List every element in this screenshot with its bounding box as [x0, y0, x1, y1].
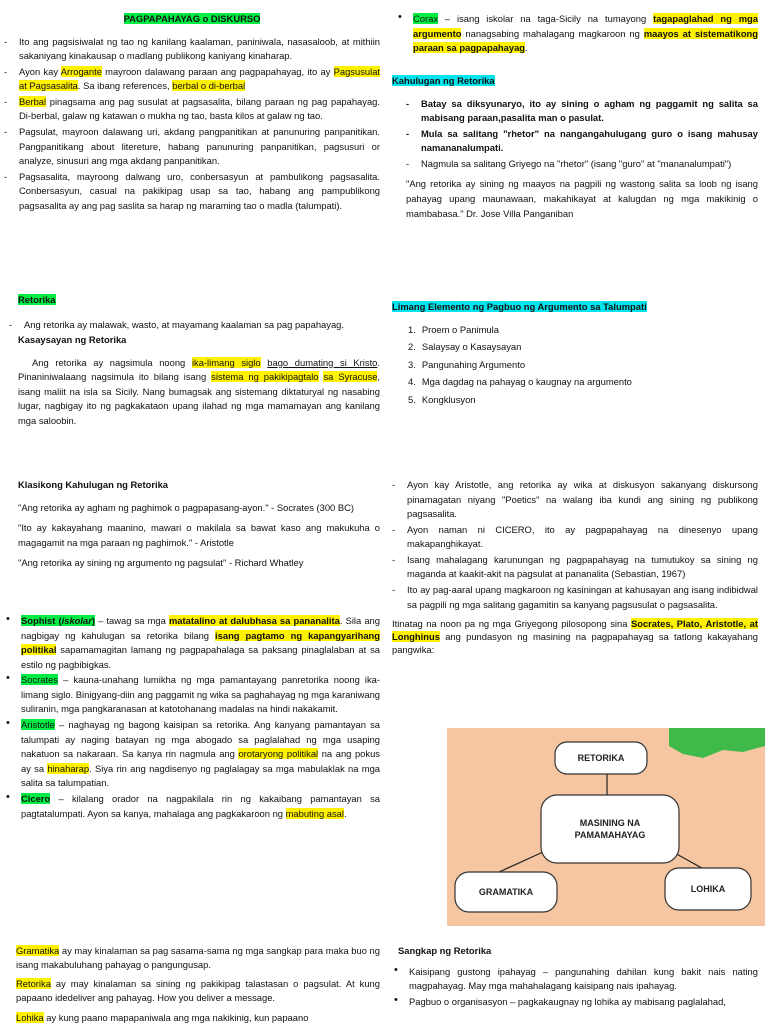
highlight: isang pagtamo ng kapangyarihang politikal — [21, 629, 381, 656]
list-item: • Corax – isang iskolar na taga-Sicily na tumayong tagapaglahad ng mga argumento nanagsabing mahalagang magkaroon ng maayos at sistematikong paraan sa pagpapahayag. — [398, 11, 759, 54]
retorika-heading: Retorika — [18, 294, 56, 305]
list-item: • Socrates – kauna-unahang lumikha ng mga pamantayang panretorika noong ika-limang siglo. Binigyang-diin ang paggamit ng wika sa paghahayag ng mga karaniwang suliranin, mga pangkaranasan at katotohanang madalas na hindi nakakamit. — [6, 672, 380, 715]
definitions-section — [392, 478, 758, 656]
highlight: Aristotle — [21, 719, 55, 731]
highlight: ika-limang siglo — [191, 356, 261, 368]
lohika-label: LOHIKA — [690, 884, 726, 894]
page-title: PAGPAPAHAYAG o DISKURSO — [123, 13, 261, 24]
list-item: - Ayon kay Aristotle, ang retorika ay wika at diskusyon sakanyang diskursong pinamagatan niyang "Poetics" na walang iba kundi ang sining ng publikong pagsasalita. — [392, 479, 758, 520]
quote: "Ang retorika ay agham ng paghimok o pagpapasang-ayon." - Socrates (300 BC) — [18, 501, 355, 513]
highlight: Socrates, Plato, Aristotle, at Longhinus — [392, 618, 758, 642]
intro-list — [4, 35, 380, 214]
list-item: 3. Pangunahing Argumento — [408, 358, 526, 370]
highlight: Sophist (iskolar) — [21, 615, 95, 626]
highlight: berbal o di-berbal — [172, 80, 246, 92]
list-item: - Nagmula sa salitang Griyego na "rhetor" (isang "guro" at "mananalumpati") — [406, 157, 732, 169]
persons-list — [4, 614, 380, 822]
kahulugan-heading: Kahulugan ng Retorika — [392, 75, 495, 86]
highlight: Lohika — [16, 1011, 44, 1023]
klasikong-section — [4, 478, 380, 571]
highlight: matatalino at dalubhasa sa pananalita — [168, 615, 340, 626]
highlight: Pagsusulat at Pagsasalita — [19, 65, 381, 92]
list-item: 2. Salaysay o Kasaysayan — [408, 341, 522, 353]
retorika-label: RETORIKA — [577, 753, 625, 763]
list-item: - Ayon kay Arrogante mayroon dalawang paraan ang pagpapahayag, ito ay Pagsusulat at Pagsasalita. Sa ibang references, berbal o di-berbal — [4, 65, 381, 92]
list-item: • Sophist (iskolar) – tawag sa mga matatalino at dalubhasa sa pananalita. Sila ang nagbigay ng kahulugan sa retorika bilang isang pagtamo ng kapangyarihang politikal sapamamagitan lamang ng pagpapahalaga sa paksang pinaglalaban at sa estilo ng pagbibigkas. — [6, 613, 381, 670]
highlight: Gramatika — [16, 945, 60, 956]
list-item: • Pagbuo o organisasyon – pagkakaugnay ng lohika ay mabisang paglalahad, — [394, 993, 726, 1007]
panganiban-quote: "Ang retorika ay sining ng maayos na pagpili ng wastong salita sa loob ng isang pahayag upang maunawaan, makahikayat at kalugdan ng mga makikinig o mambabasa." Dr. Jose Villa Panganiban — [406, 178, 758, 219]
elements-list — [392, 323, 758, 408]
highlight: mabuting asal — [285, 807, 344, 819]
list-item: 5. Kongklusyon — [408, 393, 476, 405]
limang-heading: Limang Elemento ng Pagbuo ng Argumento sa Talumpati — [392, 301, 647, 312]
list-item: • Aristotle – naghayag ng bagong kaisipan sa retorika. Ang kanyang pamantayan sa talumpati ay naging batayan ng mga abogado sa paglalahad ng mga usaping nakatuon sa nakaraan. Sa kanya rin nagmula ang orotaryong politikal na ang pokus ay sa hinaharap. Siya rin ang nagdisenyo ng paglalagay sa mga mabulaklak na mga salita sa talumpatian. — [6, 717, 381, 789]
quote: "Ito ay kakayahang maanino, mawari o makilala sa bawat kaso ang makukuha o magagamit na mga paraan ng paghimok." - Aristotle — [18, 522, 380, 548]
list-item: - Ayon naman ni CICERO, ito ay pagpapahayag na dinesenyo upang makapanghikayat. — [392, 523, 758, 550]
list-item: - Ang retorika ay malawak, wasto, at mayamang kaalaman sa pag papahayag. — [9, 318, 344, 330]
list-item: - Isang mahalagang karunungan ng pagpapahayag na tumutukoy sa sining ng maganda at kaakit-akit na pagsulat at pananalita (Sebastian, 1967) — [392, 553, 758, 580]
diagram-svg — [447, 728, 765, 926]
list-item: - Mula sa salitang "rhetor" na nangangahulugang guro o isang mahusay namananalumpati. — [406, 127, 758, 154]
list-item: • Kaisipang gustong ipahayag – pangunahing dahilan kung bakit nais nating magpahayag. May mga mahahalagang kaisipang nais ipahayag. — [394, 963, 758, 992]
list-item: - Ito ay pag-aaral upang magkaroon ng kasiningan at kahusayan ang isang indibidwal sa pagpili ng mga salitang gagamitin sa kanyang pagsusulat o pagsasalita. — [392, 584, 758, 610]
highlight: hinaharap — [47, 762, 90, 774]
highlight: orotaryong politikal — [238, 748, 319, 760]
highlight: sistema ng pakikipagtalo — [211, 371, 319, 383]
sangkap-heading: Sangkap ng Retorika — [398, 945, 492, 956]
bottom-left-section — [4, 944, 380, 1024]
klasikong-heading: Klasikong Kahulugan ng Retorika — [18, 479, 169, 490]
itinatag-paragraph: Itinatag na noon pa ng mga Griyegong pilosopong sina Socrates, Plato, Aristotle, at Longhinus ang pundasyon ng masining na pagpapahayag sa tatlong kakayahang pangwika: — [392, 618, 758, 655]
center-label-1: MASINING NA — [579, 818, 641, 828]
gramatika-paragraph: Gramatika ay may kinalaman sa pag sasama-sama ng mga sangkap para maka buo ng isang makabuluhang pahayag o pangungusap. — [16, 945, 380, 970]
list-item: - Batay sa diksyunaryo, ito ay sining o agham ng paggamit ng salita sa mabisang paraan,pasalita man o pasulat. — [406, 97, 758, 124]
highlight: Socrates — [21, 674, 58, 686]
highlight: maayos at sistematikong paraan sa pagpapahayag — [413, 27, 758, 54]
kasaysayan-heading: Kasaysayan ng Retorika — [18, 334, 127, 346]
highlight: Berbal — [19, 95, 47, 107]
list-item: - Pagsulat, mayroon dalawang uri, akdang pangpanitikan at panunuring panpanitikan. Pangpanitikang about litereture, habang panunuring panpanitikan, pagsusuri or analyze, sinusuri ang mga akdang panpanitikan. — [4, 126, 380, 167]
list-item: - Ito ang pagsisiwalat ng tao ng kanilang kaalaman, paniniwala, nasasaloob, at mithiin sakaniyang kinakausap o madlang publikong kaniyang kinaharap. — [4, 35, 380, 62]
highlight: Arrogante — [60, 65, 102, 77]
highlight: Cicero — [21, 792, 51, 804]
corax-section — [392, 12, 758, 57]
list-item: - Berbal pinagsama ang pag susulat at pagsasalita, bilang paraan ng pag papahayag. Di-berbal, galaw ng katawan o mukha ng tao, basta kilos at galaw ng tao. — [4, 95, 380, 122]
left-top-section — [4, 12, 380, 215]
retorika-section — [4, 293, 380, 429]
retorika-paragraph: Retorika ay may kinalaman sa sining ng pakikipag talastasan o pagsulat. At kung papaano idedeliver ang pahayag. How you deliver a message. — [16, 978, 380, 1003]
highlight: Corax — [413, 13, 439, 24]
highlight: tagapaglahad ng mga argumento — [413, 13, 759, 39]
sangkap-section — [392, 944, 758, 1010]
list-item: 1. Proem o Panimula — [408, 323, 499, 335]
kasaysayan-paragraph: Ang retorika ay nagsimula noong ika-limang siglo bago dumating si Kristo. Pinaniniwalaang nagsimula ito bilang isang sistema ng pakikipagtalo sa Syracuse, isang maliit na isla sa Sicily. Nang bumagsak ang sistemang diktaturyal ng nasabing lugar, nagbigay ito ng pagkakataon upang ilahad ng mga mamamayan ang kanilang mga saloobin. — [18, 356, 381, 427]
center-box — [541, 795, 679, 863]
quote: "Ang retorika ay sining ng argumento ng pagsulat" - Richard Whatley — [18, 557, 304, 569]
list-item: - Pagsasalita, mayroong dalwang uro, conbersasyun at pambulikong pagsasalita. Conbersasyun, casual na pakikipag usap sa tao, habang ang pampublikong pagsasalita ay ang pag saslita sa harap ng maraming tao o madla (talumpati). — [4, 170, 380, 211]
diagram — [447, 728, 765, 926]
limang-section — [392, 300, 758, 410]
list-item: • Cicero – kilalang orador na nagpakilala rin ng kakaibang pamantayan sa pagtatalumpati. Ayon sa kanya, mahalaga ang pagkakaroon ng mabuting asal. — [6, 790, 380, 819]
highlight: Retorika — [16, 978, 51, 990]
gramatika-label: GRAMATIKA — [478, 887, 534, 897]
highlight: sa Syracuse — [323, 371, 378, 383]
lohika-paragraph: Lohika ay kung paano mapapaniwala ang mga nakikinig, kun papaano — [16, 1011, 309, 1023]
center-label-2: PAMAMAHAYAG — [574, 830, 646, 840]
kahulugan-section — [392, 74, 758, 221]
list-item: 4. Mga dagdag na pahayag o kaugnay na argumento — [408, 376, 632, 388]
